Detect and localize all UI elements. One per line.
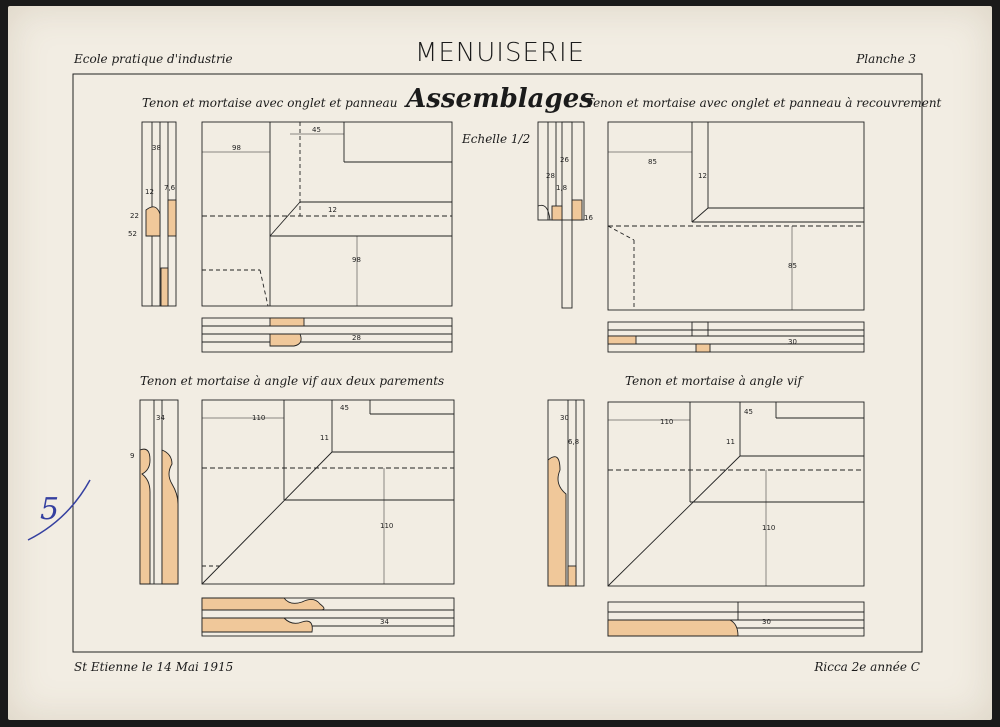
drawing-subtitle: Assemblages bbox=[406, 84, 594, 114]
dim-tr-s16: 16 bbox=[584, 214, 593, 222]
frame-border bbox=[73, 74, 922, 652]
page-title: MENUISERIE bbox=[414, 38, 586, 68]
dim-tl-h28: 28 bbox=[352, 334, 361, 342]
joint-bottom-left bbox=[140, 400, 454, 636]
dim-tr-s26: 26 bbox=[560, 156, 569, 164]
dim-tl-s22: 22 bbox=[130, 212, 139, 220]
dim-br-stile: 30 bbox=[560, 414, 569, 422]
plate-number: Planche 3 bbox=[856, 52, 916, 66]
dim-tl-stile: 38 bbox=[152, 144, 161, 152]
dim-bl-h34: 34 bbox=[380, 618, 389, 626]
footer-author: Ricca 2e année C bbox=[814, 660, 920, 674]
caption-bottom-left: Tenon et mortaise à angle vif aux deux parements bbox=[140, 374, 445, 388]
dim-br-s68: 6,8 bbox=[568, 438, 580, 446]
dim-br-45: 45 bbox=[744, 408, 753, 416]
dim-br-h30: 30 bbox=[762, 618, 771, 626]
dim-tl-45: 45 bbox=[312, 126, 321, 134]
dim-tr-12: 12 bbox=[698, 172, 707, 180]
dim-bl-45: 45 bbox=[340, 404, 349, 412]
joint-top-right bbox=[538, 122, 864, 352]
footer-place-date: St Etienne le 14 Mai 1915 bbox=[74, 660, 234, 674]
dim-bl-s9: 9 bbox=[130, 452, 135, 460]
dim-bl-h110: 110 bbox=[380, 522, 394, 530]
dim-tl-s76: 7,6 bbox=[164, 184, 176, 192]
caption-top-left: Tenon et mortaise avec onglet et panneau bbox=[142, 96, 398, 110]
dim-br-11: 11 bbox=[726, 438, 735, 446]
joint-top-left bbox=[142, 122, 452, 352]
dim-tr-s18: 1,8 bbox=[556, 184, 568, 192]
dim-bl-11: 11 bbox=[320, 434, 329, 442]
dim-br-110: 110 bbox=[660, 418, 674, 426]
caption-top-right: Tenon et mortaise avec onglet et panneau à recouvrement bbox=[586, 96, 942, 110]
joint-bottom-right bbox=[548, 400, 864, 636]
dim-tl-98: 98 bbox=[232, 144, 241, 152]
dim-tl-s12: 12 bbox=[145, 188, 154, 196]
dim-br-h110: 110 bbox=[762, 524, 776, 532]
dim-tr-s28: 28 bbox=[546, 172, 555, 180]
margin-note: 5 bbox=[40, 492, 60, 527]
dim-tl-h98: 98 bbox=[352, 256, 361, 264]
dim-tr-85: 85 bbox=[648, 158, 657, 166]
dim-tr-h85: 85 bbox=[788, 262, 797, 270]
dim-tl-s52: 52 bbox=[128, 230, 137, 238]
dim-tr-h30: 30 bbox=[788, 338, 797, 346]
scale-label: Echelle 1/2 bbox=[462, 132, 531, 146]
school-name: Ecole pratique d'industrie bbox=[74, 52, 233, 66]
dim-bl-stile: 34 bbox=[156, 414, 165, 422]
caption-bottom-right: Tenon et mortaise à angle vif bbox=[625, 374, 802, 388]
dim-bl-110: 110 bbox=[252, 414, 266, 422]
dim-tl-12: 12 bbox=[328, 206, 337, 214]
